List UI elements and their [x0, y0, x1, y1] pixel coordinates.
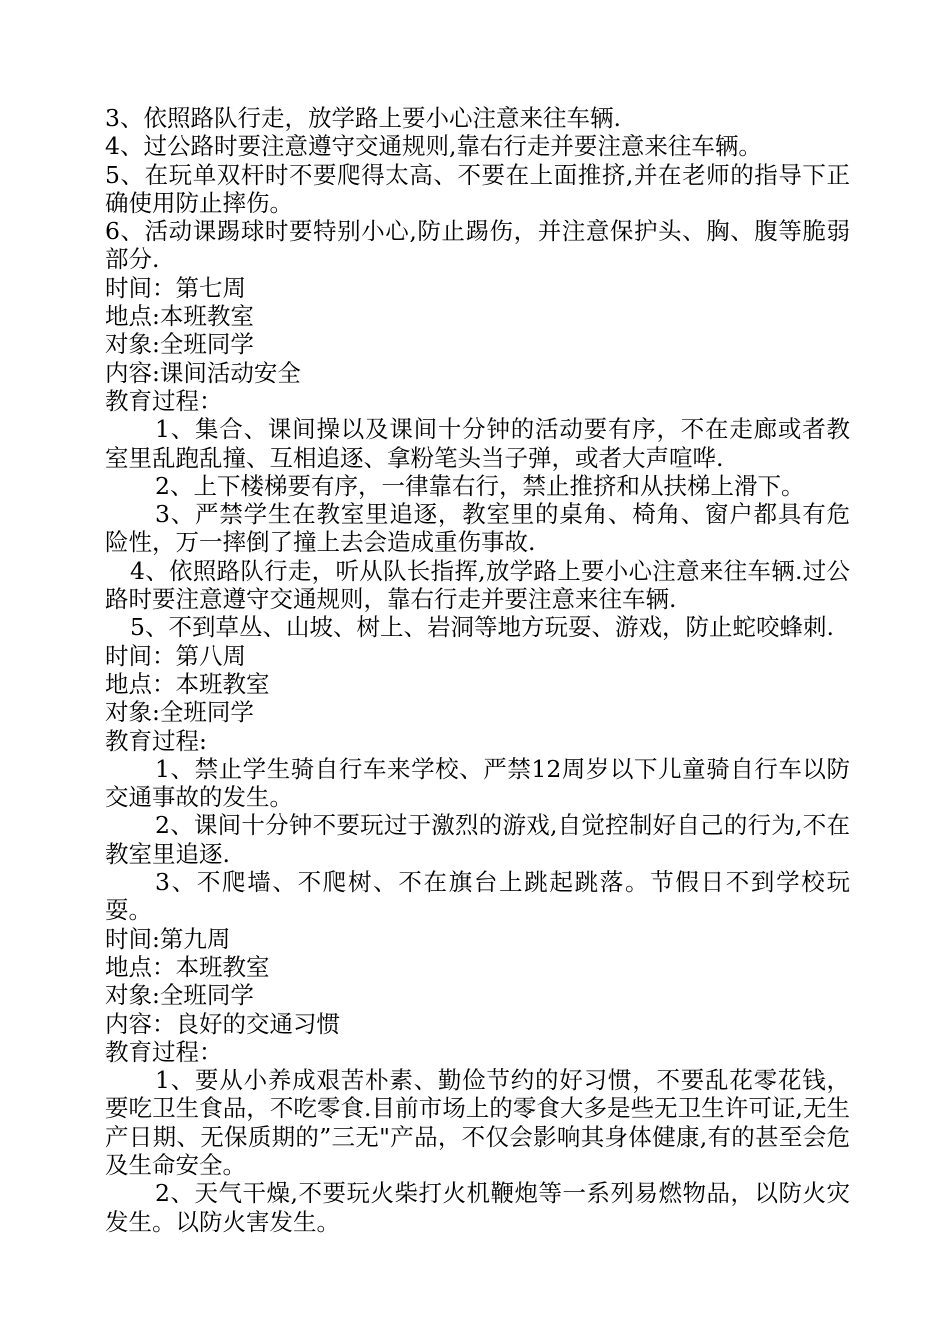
week8-process-item-1: 1、禁止学生骑自行车来学校、严禁12周岁以下儿童骑自行车以防交通事故的发生。 [105, 754, 850, 812]
week7-time: 时间：第七周 [105, 273, 246, 302]
week9-process-item-2: 2、天气干燥,不要玩火柴打火机鞭炮等一系列易燃物品，以防火灾发生。以防火害发生。 [105, 1179, 850, 1236]
week7-process-item-5: 5、不到草丛、山坡、树上、岩洞等地方玩耍、游戏，防止蛇咬蜂刺. [130, 613, 834, 642]
week7-process-item-2: 2、上下楼梯要有序，一律靠右行，禁止推挤和从扶梯上滑下。 [155, 471, 805, 500]
week8-process-item-2: 2、课间十分钟不要玩过于激烈的游戏,自觉控制好自己的行为,不在教室里追逐. [105, 811, 850, 868]
week9-content: 内容：良好的交通习惯 [105, 1009, 340, 1038]
week9-process-heading: 教育过程： [105, 1037, 223, 1066]
week9-process-item-1: 1、要从小养成艰苦朴素、勤俭节约的好习惯，不要乱花零花钱，要吃卫生食品，不吃零食.目前市场上的零食大多是些无卫生许可证,无生产日期、无保质期的”三无"产品，不仅会影响其身体健康,有的甚至会危及生命安全。 [105, 1066, 850, 1179]
document-page [105, 104, 850, 1236]
week8-location: 地点：本班教室 [105, 669, 270, 698]
week9-time: 时间:第九周 [105, 924, 231, 953]
week8-time: 时间：第八周 [105, 641, 246, 670]
week7-process-item-3: 3、严禁学生在教室里追逐，教室里的桌角、椅角、窗户都具有危险性，万一摔倒了撞上去会造成重伤事故. [105, 500, 850, 557]
week7-location: 地点:本班教室 [105, 302, 254, 331]
paragraph-item-5: 5、在玩单双杆时不要爬得太高、不要在上面推挤,并在老师的指导下正确使用防止摔伤。 [105, 160, 850, 217]
week9-location: 地点：本班教室 [105, 952, 270, 981]
paragraph-item-3: 3、依照路队行走，放学路上要小心注意来往车辆. [105, 104, 621, 132]
week7-content: 内容:课间活动安全 [105, 358, 301, 387]
week7-audience: 对象:全班同学 [105, 330, 254, 359]
week8-process-heading: 教育过程: [105, 726, 207, 755]
week7-process-item-4: 4、依照路队行走，听从队长指挥,放学路上要小心注意来往车辆.过公路时要注意遵守交通规则，靠右行走并要注意来往车辆. [105, 556, 850, 614]
paragraph-item-4: 4、过公路时要注意遵守交通规则,靠右行走并要注意来往车辆。 [105, 132, 762, 161]
week9-audience: 对象:全班同学 [105, 981, 254, 1010]
week8-audience: 对象:全班同学 [105, 698, 254, 727]
paragraph-item-6: 6、活动课踢球时要特别小心,防止踢伤，并注意保护头、胸、腹等脆弱部分. [105, 217, 850, 274]
week7-process-item-1: 1、集合、课间操以及课间十分钟的活动要有序，不在走廊或者教室里乱跑乱撞、互相追逐、拿粉笔头当子弹，或者大声喧哗. [105, 415, 850, 472]
week8-process-item-3: 3、不爬墙、不爬树、不在旗台上跳起跳落。节假日不到学校玩耍。 [105, 868, 850, 925]
week7-process-heading: 教育过程： [105, 386, 223, 415]
